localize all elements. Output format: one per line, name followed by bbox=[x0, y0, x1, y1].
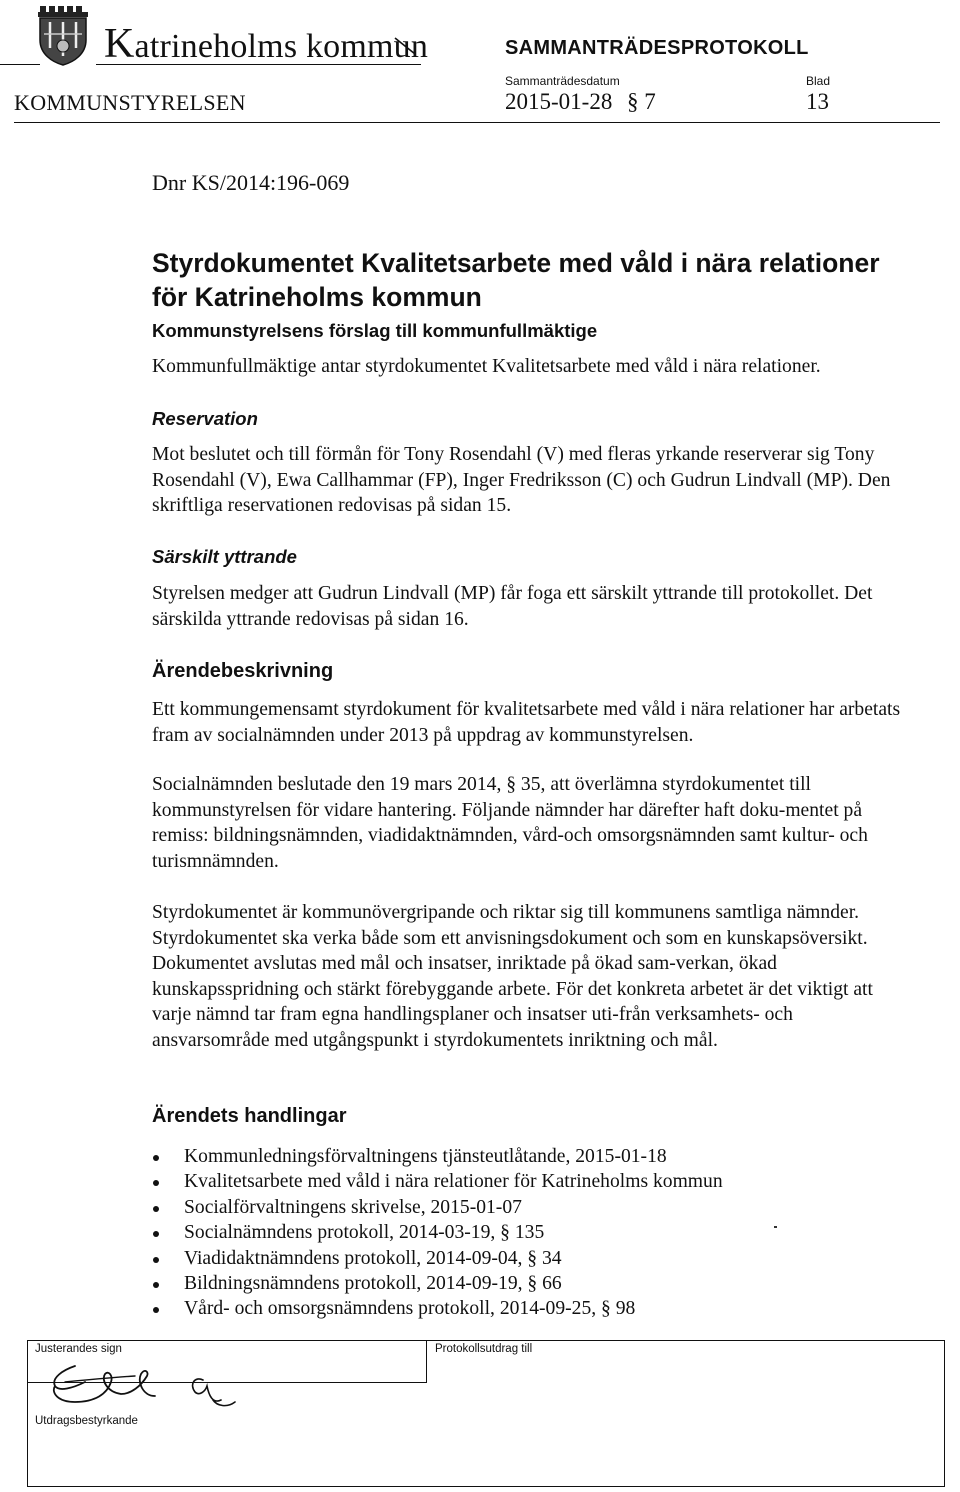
description-heading: Ärendebeskrivning bbox=[152, 660, 334, 682]
section-number: § 7 bbox=[627, 89, 656, 114]
page-number: 13 bbox=[806, 89, 829, 114]
header-rule bbox=[14, 122, 940, 123]
list-item: Kvalitetsarbete med våld i nära relationer för Katrineholms kommun bbox=[152, 1169, 723, 1194]
signers-label: Justerandes sign bbox=[35, 1343, 122, 1355]
special-statement-heading: Särskilt yttrande bbox=[152, 546, 297, 567]
department-name: KOMMUNSTYRELSEN bbox=[14, 90, 246, 115]
documents-list bbox=[152, 1144, 723, 1322]
signature-box-divider-vertical bbox=[426, 1340, 427, 1382]
proposal-text: Kommunfullmäktige antar styrdokumentet Kvalitetsarbete med våld i nära relationer. bbox=[152, 356, 821, 377]
meeting-date-label: Sammanträdesdatum bbox=[505, 74, 620, 88]
list-item: Vård- och omsorgsnämndens protokoll, 2014-09-25, § 98 bbox=[152, 1296, 723, 1321]
scan-speck bbox=[774, 1226, 777, 1228]
document-type: SAMMANTRÄDESPROTOKOLL bbox=[505, 37, 809, 59]
reservation-heading: Reservation bbox=[152, 408, 258, 429]
list-item: Socialförvaltningens skrivelse, 2015-01-07 bbox=[152, 1195, 723, 1220]
handwritten-signature bbox=[45, 1352, 245, 1412]
proposal-heading: Kommunstyrelsens förslag till kommunfullmäktige bbox=[152, 320, 598, 341]
page-label: Blad bbox=[806, 74, 831, 88]
list-item: Viadidaktnämndens protokoll, 2014-09-04, § 34 bbox=[152, 1246, 723, 1271]
coat-of-arms-icon bbox=[36, 4, 92, 66]
document-title-line-1: Styrdokumentet Kvalitetsarbete med våld i nära relationer bbox=[152, 248, 880, 278]
reservation-text: Mot beslutet och till förmån för Tony Rosendahl (V) med fleras yrkande reserverar sig Tony Rosendahl (V), Ewa Callhammar (FP), Inger Fredriksson (C) och Gudrun Lindvall (MP). Den skriftliga reservationen redovisas på sidan 15. bbox=[152, 444, 891, 517]
meeting-date: 2015-01-28 bbox=[505, 89, 613, 114]
description-paragraph-3: Styrdokumentet är kommunövergripande och riktar sig till kommunens samtliga nämnder. Styrdokumentet ska verka både som ett anvisningsdokument och som en kunskapsöversikt. Dokumentet avslutas med mål och insatser, inriktade på ökad sam-verkan, ökad kunskapsspridning och stärkt förebyggande arbete. För det konkreta arbetet är det viktigt att varje nämnd tar fram egna handlingsplaner och insatser uti-från verksamhets- och ansvarsområde med utgångspunkt i styrdokumentets inriktning och mål. bbox=[152, 902, 873, 1051]
extract-recipients-label: Protokollsutdrag till bbox=[435, 1343, 533, 1355]
list-item: Kommunledningsförvaltningens tjänsteutlåtande, 2015-01-18 bbox=[152, 1144, 723, 1169]
special-statement-text: Styrelsen medger att Gudrun Lindvall (MP) får foga ett särskilt yttrande till protokollet. Det särskilda yttrande redovisas på sidan 16. bbox=[152, 583, 873, 630]
title-slash-decoration bbox=[393, 36, 419, 56]
list-item: Bildningsnämndens protokoll, 2014-09-19, § 66 bbox=[152, 1271, 723, 1296]
document-title-line-2: för Katrineholms kommun bbox=[152, 282, 482, 312]
description-paragraph-1: Ett kommungemensamt styrdokument för kvalitetsarbete med våld i nära relationer har arbetats fram av socialnämnden under 2013 på uppdrag av kommunstyrelsen. bbox=[152, 699, 901, 746]
description-paragraph-2: Socialnämnden beslutade den 19 mars 2014, § 35, att överlämna styrdokumentet till kommunstyrelsen för vidare hantering. Följande nämnder har därefter haft doku-mentet på remiss: bildningsnämnden, viadidaktnämnden, vård-och omsorgsnämnden samt kultur- och turismnämnden. bbox=[152, 774, 868, 872]
documents-heading: Ärendets handlingar bbox=[152, 1105, 347, 1127]
case-number: Dnr KS/2014:196-069 bbox=[152, 170, 350, 195]
certifier-label: Utdragsbestyrkande bbox=[35, 1415, 138, 1427]
list-item: Socialnämndens protokoll, 2014-03-19, § 135 bbox=[152, 1220, 723, 1245]
header-line-left bbox=[0, 64, 40, 65]
organization-name: Katrineholms kommun bbox=[104, 21, 429, 67]
